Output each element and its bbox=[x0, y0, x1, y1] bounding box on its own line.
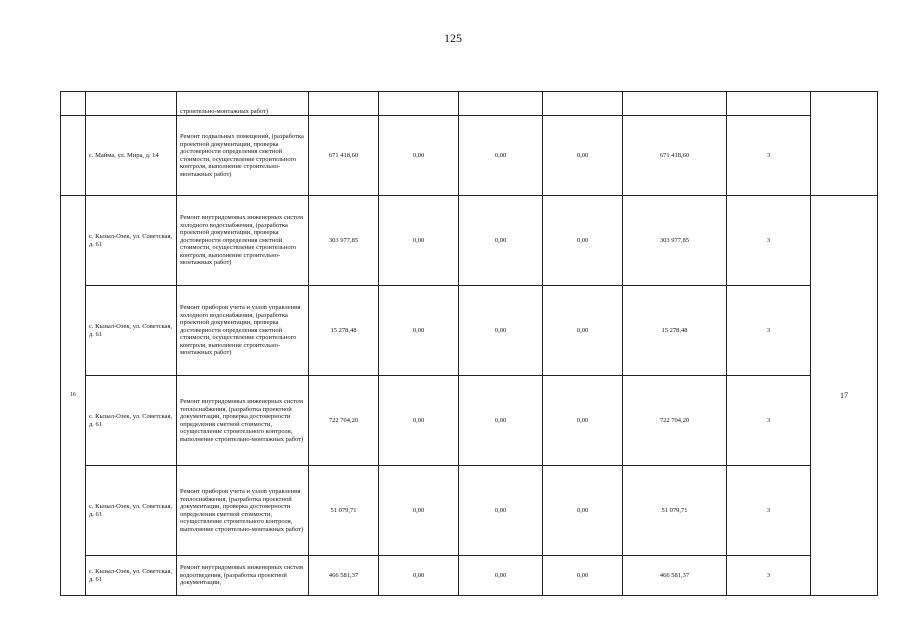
owners-cell: 671 418,60 bbox=[623, 116, 727, 196]
value-cell: 0,00 bbox=[543, 466, 623, 556]
work-cell: Ремонт внутридомовых инженерных систем холодного водоснабжения, (разработка проектной документации, проверка достоверности определения сметной стоимости, осуществление строительного контроля, выполнение строительно-монтажных работ) bbox=[177, 196, 309, 286]
table-row bbox=[61, 196, 878, 286]
work-cell: Ремонт внутридомовых инженерных систем водоотведения, (разработка проектной документации, bbox=[177, 556, 309, 596]
address-cell: с. Майма, ул. Мира, д. 14 bbox=[86, 116, 177, 196]
value-cell: 0,00 bbox=[543, 196, 623, 286]
tail-cell bbox=[811, 92, 878, 196]
year-cell: 3 bbox=[727, 556, 811, 596]
value-cell: 0,00 bbox=[379, 116, 459, 196]
year-cell: 3 bbox=[727, 116, 811, 196]
work-cell: Ремонт приборов учета и узлов управления холодного водоснабжения, (разработка проектной документации, проверка достоверности определения сметной стоимости, осуществление строительного контроля, выполнение строительно-монтажных работ) bbox=[177, 286, 309, 376]
table-row bbox=[61, 376, 878, 466]
value-cell: 0,00 bbox=[379, 466, 459, 556]
value-cell: 0,00 bbox=[459, 286, 543, 376]
value-cell: 0,00 bbox=[379, 556, 459, 596]
table-row bbox=[61, 556, 878, 596]
year-cell: 3 bbox=[727, 376, 811, 466]
address-cell: с. Кызыл-Озек, ул. Советская, д. 61 bbox=[86, 196, 177, 286]
value-cell: 0,00 bbox=[543, 556, 623, 596]
work-cell: Ремонт внутридомовых инженерных систем теплоснабжения, (разработка проектной документации, проверка достоверности определения сметной стоимости, осуществление строительного контроля, выполнение строительно-монтажных работ) bbox=[177, 376, 309, 466]
value-cell: 0,00 bbox=[379, 376, 459, 466]
owners-cell: 51 079,71 bbox=[623, 466, 727, 556]
group-cell-prev bbox=[61, 116, 86, 196]
total-cell: 671 418,60 bbox=[309, 116, 379, 196]
capital-repair-table bbox=[60, 91, 878, 596]
year-cell: 3 bbox=[727, 196, 811, 286]
address-cell: с. Кызыл-Озек, ул. Советская, д. 61 bbox=[86, 556, 177, 596]
value-cell: 0,00 bbox=[543, 286, 623, 376]
table-row bbox=[61, 116, 878, 196]
work-cell: строительно-монтажных работ) bbox=[177, 92, 309, 116]
value-cell bbox=[459, 92, 543, 116]
table-row-continued bbox=[61, 92, 878, 116]
value-cell: 0,00 bbox=[379, 196, 459, 286]
group-count-cell: 17 bbox=[811, 196, 878, 596]
total-cell: 51 079,71 bbox=[309, 466, 379, 556]
year-cell bbox=[727, 92, 811, 116]
total-cell: 15 278,48 bbox=[309, 286, 379, 376]
table-row bbox=[61, 286, 878, 376]
value-cell bbox=[379, 92, 459, 116]
owners-cell: 303 977,85 bbox=[623, 196, 727, 286]
total-cell: 466 581,37 bbox=[309, 556, 379, 596]
owners-cell: 466 581,37 bbox=[623, 556, 727, 596]
owners-cell: 722 704,20 bbox=[623, 376, 727, 466]
total-cell bbox=[309, 92, 379, 116]
year-cell: 3 bbox=[727, 466, 811, 556]
work-cell: Ремонт подвальных помещений, (разработка проектной документации, проверка достоверности определения сметной стоимости, осуществление строительного контроля, выполнение строительно-монтажных работ) bbox=[177, 116, 309, 196]
group-number-cell: 16 bbox=[61, 196, 86, 596]
table-row bbox=[61, 466, 878, 556]
value-cell: 0,00 bbox=[543, 116, 623, 196]
group-cell-prev bbox=[61, 92, 86, 116]
value-cell bbox=[543, 92, 623, 116]
value-cell: 0,00 bbox=[459, 116, 543, 196]
address-cell: с. Кызыл-Озек, ул. Советская, д. 61 bbox=[86, 466, 177, 556]
total-cell: 303 977,85 bbox=[309, 196, 379, 286]
value-cell: 0,00 bbox=[459, 556, 543, 596]
value-cell: 0,00 bbox=[459, 466, 543, 556]
owners-cell: 15 278,48 bbox=[623, 286, 727, 376]
value-cell: 0,00 bbox=[543, 376, 623, 466]
address-cell: с. Кызыл-Озек, ул. Советская, д. 61 bbox=[86, 286, 177, 376]
value-cell: 0,00 bbox=[459, 376, 543, 466]
total-cell: 722 704,20 bbox=[309, 376, 379, 466]
address-cell bbox=[86, 92, 177, 116]
value-cell: 0,00 bbox=[459, 196, 543, 286]
address-cell: с. Кызыл-Озек, ул. Советская, д. 61 bbox=[86, 376, 177, 466]
page-number: 125 bbox=[444, 31, 462, 45]
owners-cell bbox=[623, 92, 727, 116]
value-cell: 0,00 bbox=[379, 286, 459, 376]
year-cell: 3 bbox=[727, 286, 811, 376]
work-cell: Ремонт приборов учета и узлов управления теплоснабжения, (разработка проектной документации, проверка достоверности определения сметной стоимости, осуществление строительного контроля, выполнение строительно-монтажных работ) bbox=[177, 466, 309, 556]
